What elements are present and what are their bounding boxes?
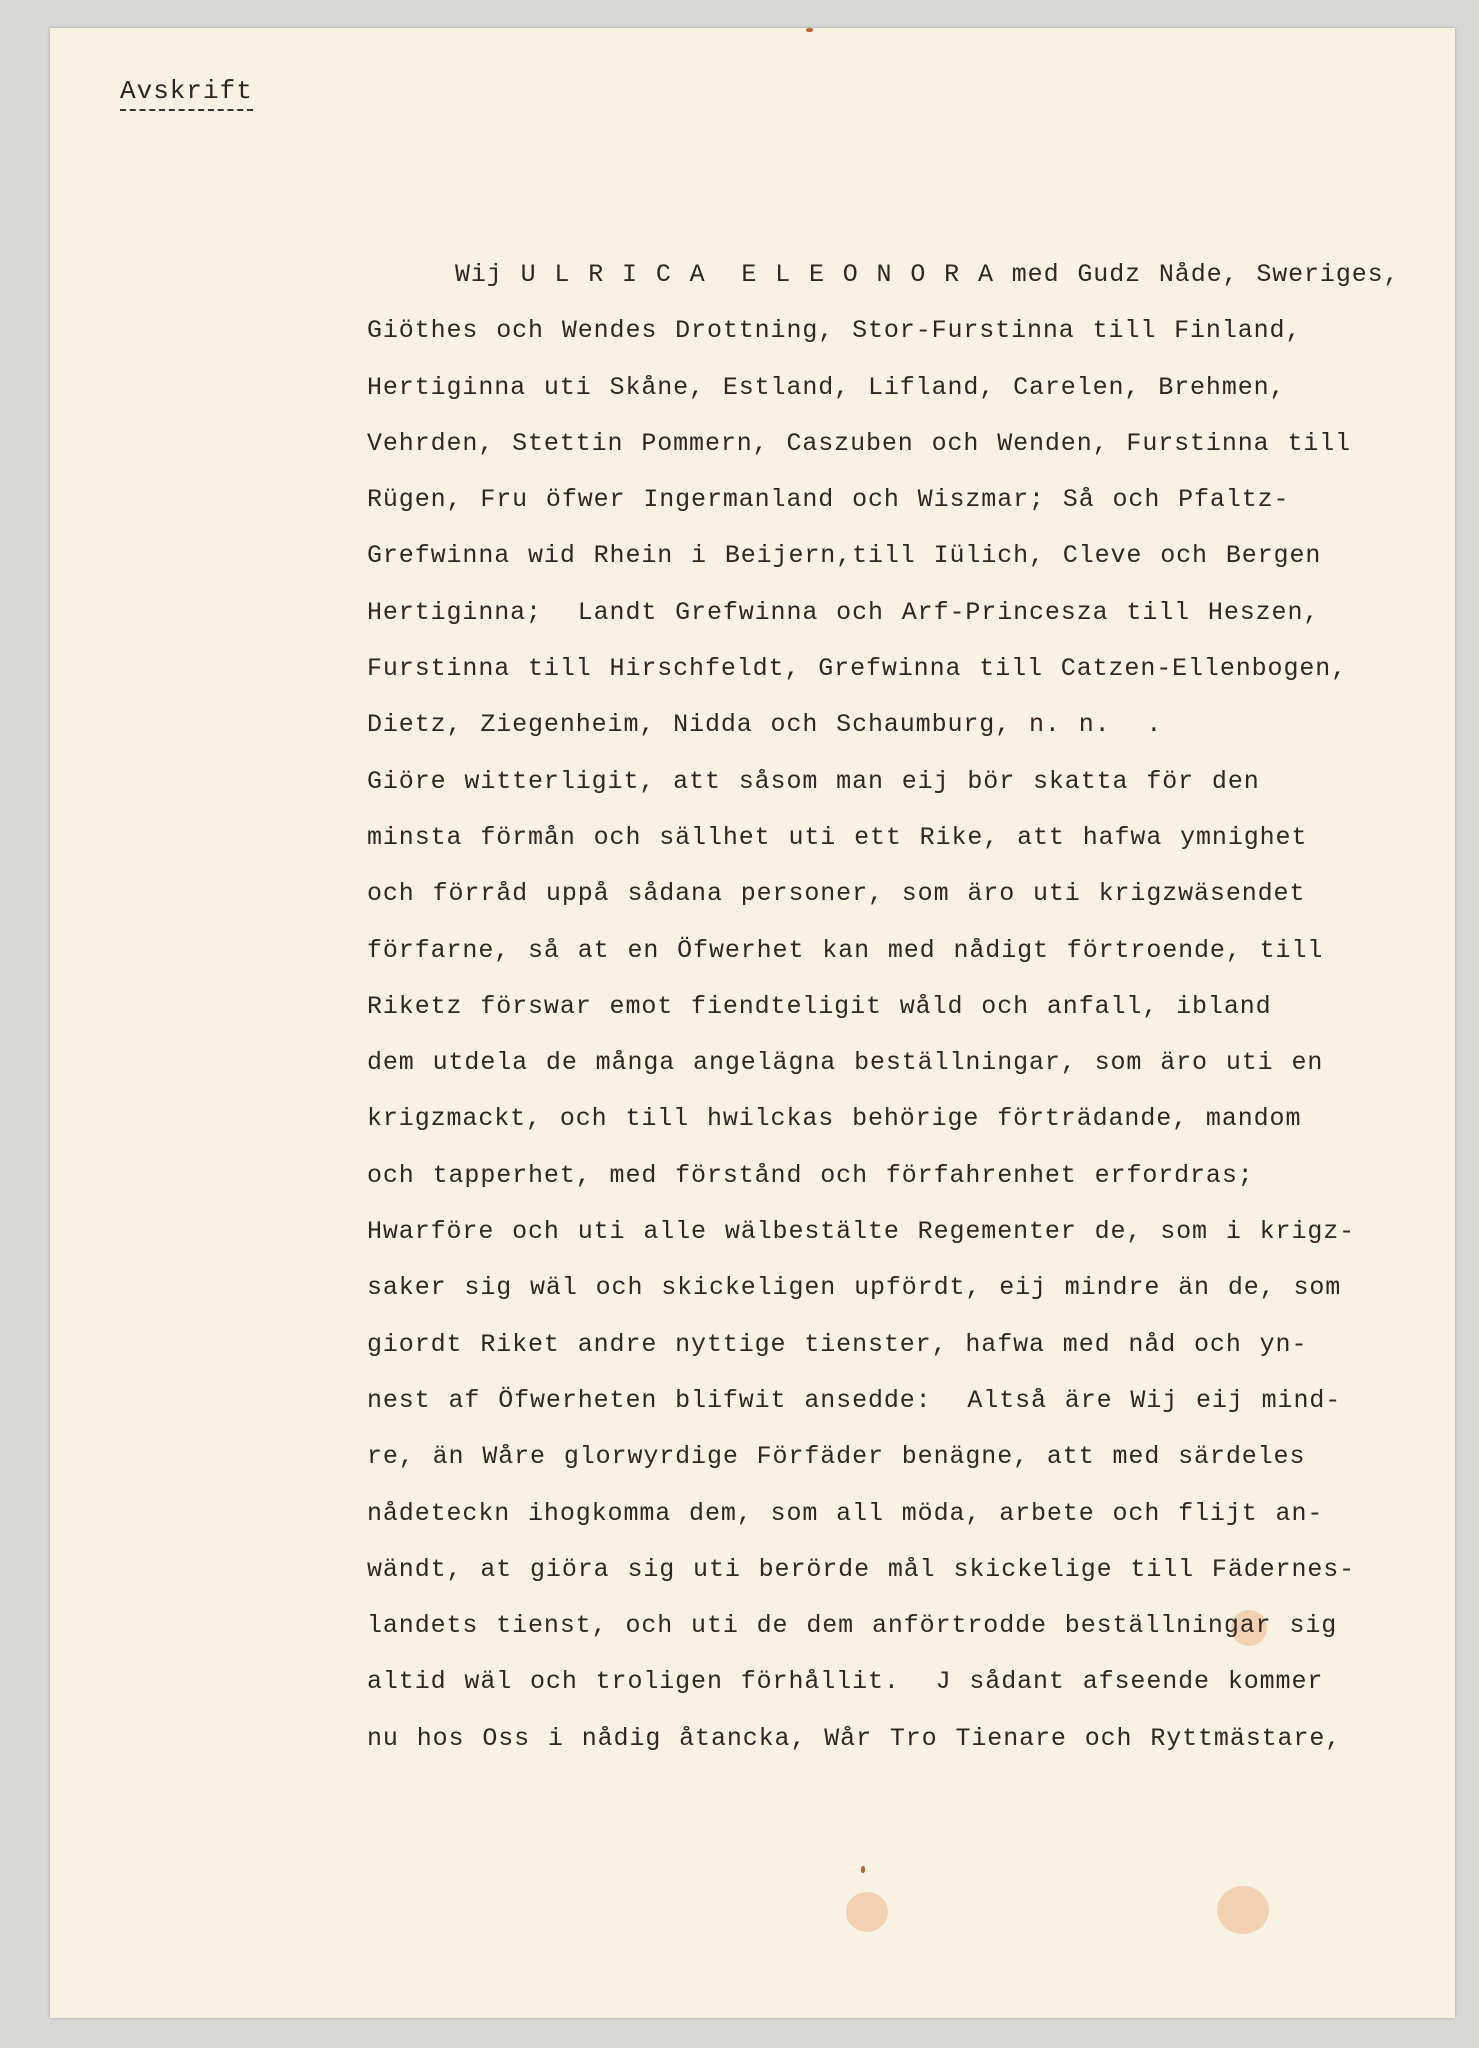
text-line: wändt, at giöra sig uti berörde mål skickelige till Fädernes- — [367, 1554, 1356, 1584]
text-line: Grefwinna wid Rhein i Beijern,till Iülich, Cleve och Bergen — [367, 541, 1322, 571]
text-line: minsta förmån och sällhet uti ett Rike, att hafwa ymnighet — [367, 822, 1308, 852]
document-heading: Avskrift — [120, 76, 253, 111]
text-line: nest af Öfwerheten blifwit ansedde: Altså äre Wij eij mind- — [367, 1385, 1342, 1415]
text-line: och förråd uppå sådana personer, som äro uti krigzwäsendet — [367, 879, 1306, 909]
foxing-spot — [1217, 1886, 1269, 1934]
foxing-spot — [846, 1892, 888, 1932]
text-line: nu hos Oss i nådig åtancka, Wår Tro Tienare och Ryttmästare, — [367, 1723, 1342, 1753]
text-line: Furstinna till Hirschfeldt, Grefwinna till Catzen-Ellenbogen, — [367, 654, 1348, 684]
text-line: Dietz, Ziegenheim, Nidda och Schaumburg, n. n. . — [367, 710, 1163, 740]
ink-mark — [861, 1866, 865, 1873]
text-line: landets tienst, och uti de dem anförtrodde beställningar sig — [367, 1611, 1338, 1641]
text-line: Rügen, Fru öfwer Ingermanland och Wiszmar; Så och Pfaltz- — [367, 485, 1290, 515]
document-body — [367, 247, 1447, 1767]
text-line: förfarne, så at en Öfwerhet kan med nådigt förtroende, till — [367, 935, 1324, 965]
text-line: Giöre witterligit, att såsom man eij bör skatta för den — [367, 766, 1260, 796]
text-line: giordt Riket andre nyttige tienster, hafwa med nåd och yn- — [367, 1329, 1308, 1359]
text-line: saker sig wäl och skickeligen upfördt, eij mindre än de, som — [367, 1273, 1342, 1303]
text-line: Riketz förswar emot fiendteligit wåld och anfall, ibland — [367, 991, 1272, 1021]
text-line: nådeteckn ihogkomma dem, som all möda, arbete och flijt an- — [367, 1498, 1324, 1528]
top-mark — [806, 28, 813, 32]
text-line: Hertiginna uti Skåne, Estland, Lifland, Carelen, Brehmen, — [367, 372, 1286, 402]
text-line: dem utdela de många angelägna beställningar, som äro uti en — [367, 1048, 1324, 1078]
text-line: Hertiginna; Landt Grefwinna och Arf-Princesza till Heszen, — [367, 597, 1320, 627]
text-line: krigzmackt, och till hwilckas behörige förträdande, mandom — [367, 1104, 1302, 1134]
text-line: altid wäl och troligen förhållit. J sådant afseende kommer — [367, 1667, 1324, 1697]
text-line: och tapperhet, med förstånd och förfahrenhet erfordras; — [367, 1160, 1254, 1190]
text-line: Vehrden, Stettin Pommern, Caszuben och Wenden, Furstinna till — [367, 428, 1352, 458]
text-line: Wij U L R I C A E L E O N O R A med Gudz Nåde, Sweriges, — [455, 260, 1400, 289]
text-line: re, än Wåre glorwyrdige Förfäder benägne, att med särdeles — [367, 1442, 1306, 1472]
text-line: Hwarföre och uti alle wälbestälte Regementer de, som i krigz- — [367, 1217, 1356, 1247]
text-line: Giöthes och Wendes Drottning, Stor-Furstinna till Finland, — [367, 316, 1302, 346]
